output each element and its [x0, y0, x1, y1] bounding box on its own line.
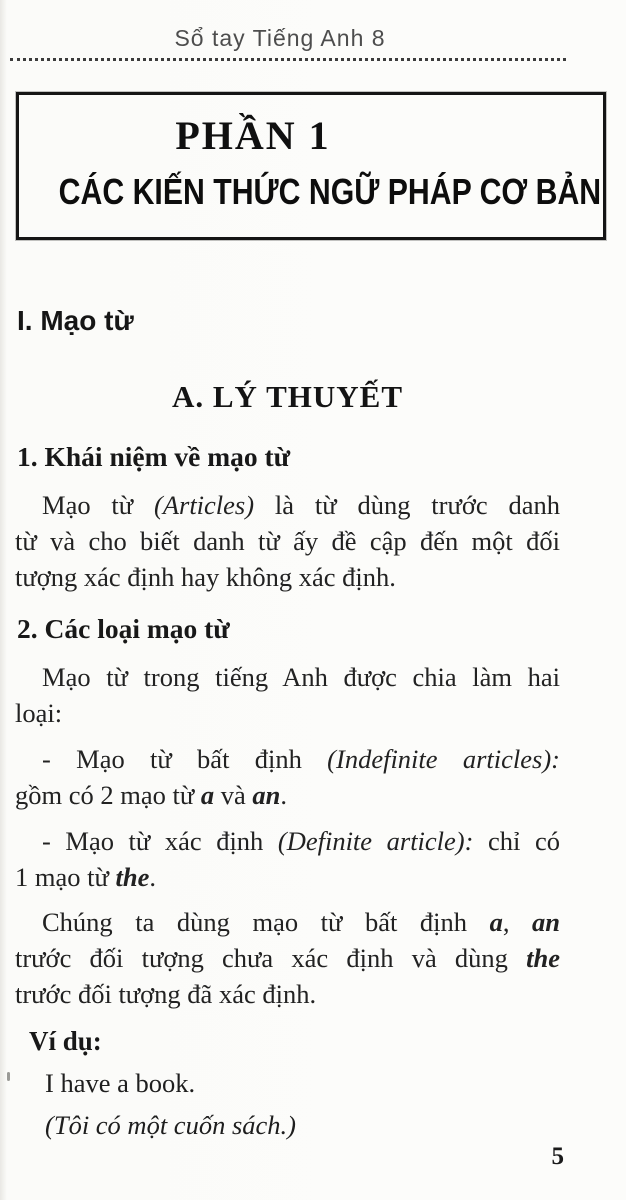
text-line	[15, 976, 560, 1012]
text-segment: từ và cho biết danh từ ấy đề cập đến một đối	[15, 526, 560, 556]
text-segment: the	[526, 943, 560, 973]
text-segment: Mạo từ	[42, 490, 154, 520]
text-segment: gồm có 2 mạo từ	[15, 780, 201, 810]
text-segment: a	[489, 907, 503, 937]
paragraph-types-intro	[15, 659, 560, 731]
text-line	[15, 904, 560, 940]
text-segment: - Mạo từ xác định	[42, 826, 278, 856]
text-segment: là từ dùng trước danh	[254, 490, 560, 520]
subheading-article-types: 2. Các loại mạo từ	[17, 613, 230, 644]
text-segment: (Articles)	[154, 490, 255, 520]
text-line	[15, 695, 560, 731]
text-segment: (Definite article):	[277, 826, 474, 856]
text-segment: loại:	[15, 698, 63, 728]
part-heading-box	[16, 92, 606, 240]
page-number: 5	[551, 1143, 564, 1170]
text-segment: trước đối tượng đã xác định.	[15, 979, 317, 1009]
part-number-heading: PHẦN 1	[175, 113, 331, 158]
paragraph-article-usage	[15, 904, 560, 1012]
subheading-article-concept: 1. Khái niệm về mạo từ	[17, 441, 291, 472]
text-segment: Chúng ta dùng mạo từ bất định	[42, 907, 490, 937]
text-segment: và	[214, 780, 253, 810]
text-line	[15, 940, 560, 976]
part-title-text: CÁC KIẾN THỨC NGỮ PHÁP CƠ BẢN	[58, 171, 602, 212]
text-segment: ,	[502, 907, 532, 937]
text-segment: an	[532, 907, 560, 937]
running-header-book-title: Sổ tay Tiếng Anh 8	[174, 25, 386, 51]
example-sentence-english: I have a book.	[45, 1068, 196, 1098]
text-segment: trước đối tượng chưa xác định và dùng	[15, 943, 527, 973]
text-line	[15, 659, 560, 695]
text-line	[15, 523, 560, 559]
section-heading-articles: I. Mạo từ	[17, 305, 134, 336]
text-line	[15, 559, 560, 595]
text-line	[15, 487, 560, 523]
theory-section-heading: A. LÝ THUYẾT	[171, 379, 404, 414]
text-line	[15, 777, 560, 813]
example-translation-vietnamese: (Tôi có một cuốn sách.)	[45, 1110, 296, 1140]
dotted-divider	[10, 58, 566, 61]
text-segment: the	[115, 862, 150, 892]
text-line	[15, 859, 560, 895]
text-segment: an	[252, 780, 281, 810]
text-segment: a	[200, 780, 215, 810]
paragraph-article-definition	[15, 487, 560, 595]
text-segment: chỉ có	[473, 826, 560, 856]
text-line	[15, 741, 560, 777]
paragraph-indefinite-articles	[15, 741, 560, 813]
text-segment: Mạo từ trong tiếng Anh được chia làm hai	[42, 662, 560, 692]
text-segment: (Indefinite articles):	[327, 744, 560, 774]
text-segment: tượng xác định hay không xác định.	[15, 562, 396, 592]
text-segment: 1 mạo từ	[15, 862, 116, 892]
scan-artifact-mark	[7, 1072, 10, 1081]
part-title-heading	[7, 169, 602, 223]
example-label: Ví dụ:	[29, 1026, 102, 1056]
text-segment: - Mạo từ bất định	[42, 744, 328, 774]
text-line	[15, 823, 560, 859]
text-segment: .	[149, 862, 156, 892]
text-segment: .	[280, 780, 287, 810]
paragraph-definite-article	[15, 823, 560, 895]
